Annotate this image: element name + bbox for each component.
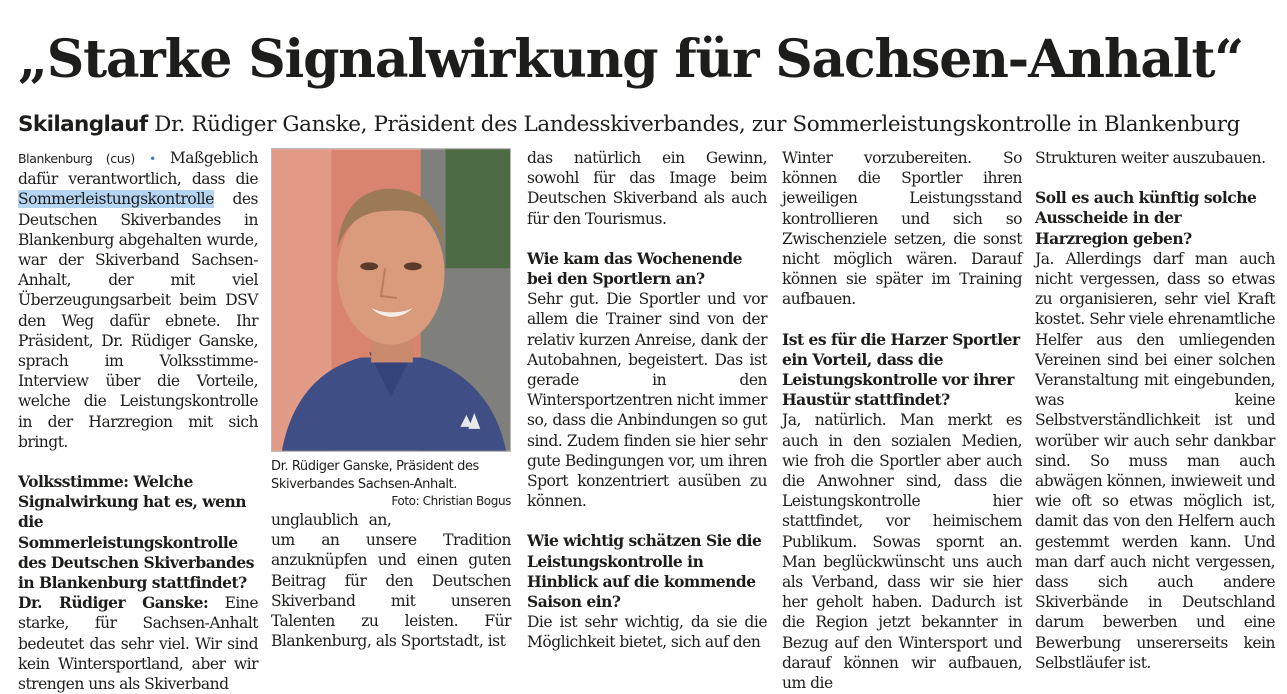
- answer-1-part-c: das natürlich ein Gewinn, sowohl für das Image beim Deutschen Skiverband als auch für den Tourismus.: [527, 149, 767, 228]
- column-1: [18, 148, 258, 694]
- headline: „Starke Signalwirkung für Sachsen-Anhalt“: [18, 29, 1244, 90]
- answer-1: [18, 593, 258, 694]
- column-2: [271, 148, 511, 651]
- answer-4-end: Strukturen weiter auszubauen.: [1035, 149, 1266, 167]
- answer-5: Ja. Allerdings darf man auch nicht vergessen, dass so etwas zu organisieren, sehr viel Kraft kostet. Sehr viele ehrenamtliche Helfer aus den umliegenden Vereinen sind bei einer solchen Veranstaltung mit eingebunden, was keine Selbstverständlichkeit ist und worüber wir auch sehr dankbar sind. So muss man auch abwägen können, inwieweit und wie oft so etwas möglich ist, damit das von den Helfern auch gestemmt werden kann. Und man darf auch nicht vergessen, dass sich auch andere Skiverbände in Deutschland darum bewerben und eine Bewerbung unsererseits kein Selbstläufer ist.: [1035, 249, 1275, 672]
- answer-1-part-b: unglaublich an, um an unsere Tradition anzuknüpfen und einen guten Beitrag für den Deutschen Skiverband mit unseren Talenten zu leisten. Für Blankenburg, als Sportstadt, ist: [271, 511, 511, 651]
- photo-caption: [271, 458, 511, 508]
- column-5: [1035, 148, 1275, 673]
- kicker: Skilanglauf: [18, 112, 148, 137]
- question-2: Wie kam das Wochenende bei den Sportlern an?: [527, 248, 743, 289]
- answer-1-part-a: Eine starke, für Sachsen-Anhalt bedeutet das sehr viel. Wir sind kein Wintersportland, aber wir strengen uns als Skiverband: [18, 594, 259, 694]
- answer-3-part-a: Die ist sehr wichtig, da sie die Möglichkeit bietet, sich auf den: [527, 613, 767, 652]
- question-4: Ist es für die Harzer Sportler ein Vorteil, dass die Leistungskontrolle vor ihrer Haustür stattfindet?: [782, 329, 1020, 410]
- intro-paragraph: [18, 148, 258, 452]
- question-3: Wie wichtig schätzen Sie die Leistungskontrolle in Hinblick auf die kommende Saison ein?: [527, 531, 762, 612]
- intro-rest: des Deutschen Skiverbandes in Blankenburg abgehalten wurde, war der Skiverband Sachsen-Anhalt, der mit viel Überzeugungsarbeit beim DSV den Weg dafür ebnete. Ihr Präsident, Dr. Rüdiger Ganske, sprach im Volksstimme-Interview über die Vorteile, welche die Leistungskontrolle in der Harzregion mit sich bringt.: [18, 190, 258, 451]
- portrait-photo: [271, 148, 511, 452]
- question-1: Volksstimme: Welche Signalwirkung hat es, wenn die Sommerleistungskontrolle des Deutschen Skiverbandes in Blankenburg stattfindet?: [18, 472, 254, 593]
- column-3: [527, 148, 767, 653]
- answer-2: Sehr gut. Die Sportler und vor allem die Trainer sind von der relativ kurzen Anreise, dank der Autobahnen, begeistert. Das ist gerade in den Wintersportzentren nicht immer so, dass die Anbindungen so gut sind. Zudem finden sie hier sehr gute Bedingungen vor, um ihren Sport konzentriert ausüben zu können.: [527, 290, 767, 511]
- bullet-dot: •: [149, 152, 156, 166]
- speaker-label: Dr. Rüdiger Ganske:: [18, 593, 209, 613]
- subheadline: [18, 110, 1240, 140]
- answer-3-part-b: Winter vorzubereiten. So können die Sportler ihren jeweiligen Leistungsstand kontrollieren und sich so Zwischenziele setzen, die sonst nicht möglich wären. Darauf können sie später im Training aufbauen.: [782, 149, 1022, 309]
- photo-credit: Foto: Christian Bogus: [391, 494, 511, 508]
- question-5: Soll es auch künftig solche Ausscheide in der Harzregion geben?: [1035, 188, 1257, 248]
- intro-lead: Maßgeblich dafür verantwortlich, dass die: [18, 149, 258, 189]
- subhead-text: Dr. Rüdiger Ganske, Präsident des Landesskiverbandes, zur Sommerleistungskontrolle in Blankenburg: [147, 112, 1241, 137]
- column-4: [782, 148, 1022, 693]
- highlighted-word[interactable]: Sommerleistungskontrolle: [18, 190, 214, 209]
- dateline: Blankenburg (cus): [18, 151, 135, 166]
- answer-4: Ja, natürlich. Man merkt es auch in den sozialen Medien, wie froh die Sportler aber auch die Anwohner sind, dass die Leistungskontrolle hier stattfindet, vor heimischem Publikum. Sowas spornt an. Man beglückwünscht uns auch als Verband, dass wir sie hier her geholt haben. Dadurch ist die Region jetzt bekannter in Bezug auf den Wintersport und darauf können wir aufbauen, um die: [782, 411, 1022, 693]
- caption-text: Dr. Rüdiger Ganske, Präsident des Skiverbandes Sachsen-Anhalt.: [271, 459, 479, 492]
